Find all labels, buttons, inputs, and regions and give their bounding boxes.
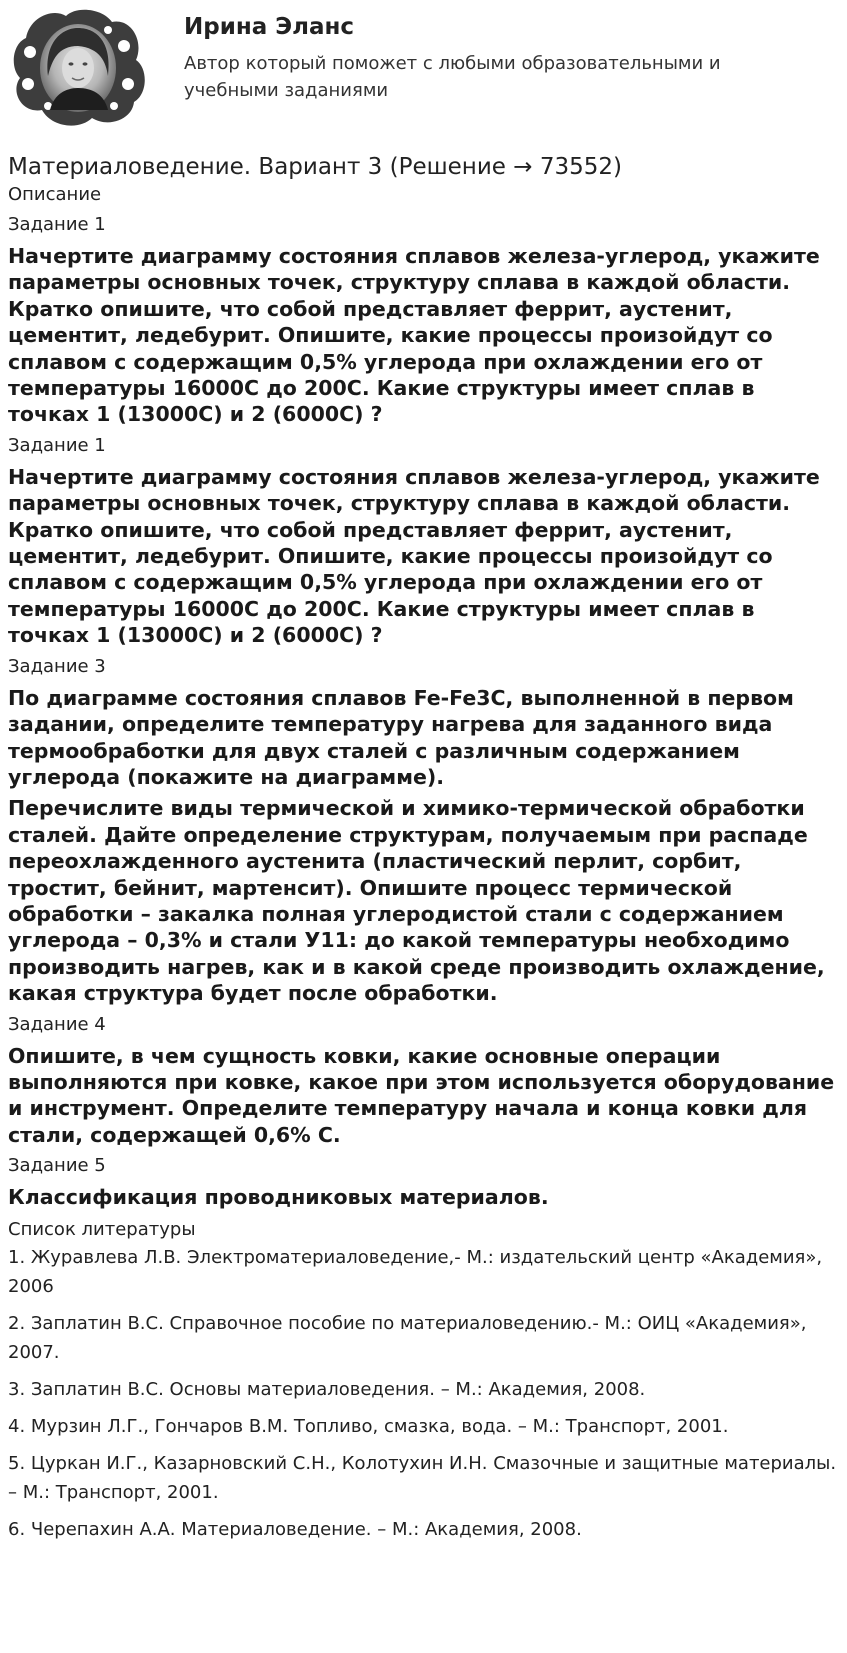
task-label: Задание 4 [8,1013,106,1035]
literature-item: 1. Журавлева Л.В. Электроматериаловедение,- М.: издательский центр «Академия», 2006 [8,1246,823,1297]
task-text: По диаграмме состояния сплавов Fe-Fe3C, выполненной в первом задании, определите температуру нагрева для заданного вида термообработки для двух сталей с различным содержанием углерода (покажите на диаграмме). [8,685,794,789]
task-text: Перечислите виды термической и химико-термической обработки сталей. Дайте определение структурам, получаемым при распаде переохлажденного аустенита (пластический перлит, сорбит, тростит, бейнит, мартенсит). Опишите процесс термической обработки – закалка полная углеродистой стали с содержанием углерода – 0,3% и стали У11: до какой температуры необходимо производить нагрев, как и в какой среде производить охлаждение, какая структура будет после обработки. [8,796,825,1006]
task-text: Начертите диаграмму состояния сплавов железа-углерод, укажите параметры основных точек, структуру сплава в каждой области. Кратко опишите, что собой представляет феррит, аустенит, цементит, ледебурит. Опишите, какие процессы произойдут со сплавом с содержащим 0,5% углерода при охлаждении его от температуры 16000С до 200С. Какие структуры имеет сплав в точках 1 (13000С) и 2 (6000С) ? [8,244,820,427]
task-label: Задание 3 [8,655,106,677]
author-info [184,6,784,104]
literature-item: 6. Черепахин А.А. Материаловедение. – М.: Академия, 2008. [8,1518,582,1540]
task-text: Начертите диаграмму состояния сплавов железа-углерод, укажите параметры основных точек, структуру сплава в каждой области. Кратко опишите, что собой представляет феррит, аустенит, цементит, ледебурит. Опишите, какие процессы произойдут со сплавом с содержащим 0,5% углерода при охлаждении его от температуры 16000С до 200С. Какие структуры имеет сплав в точках 1 (13000С) и 2 (6000С) ? [8,464,820,648]
author-photo-frame [8,6,148,128]
literature-item: 2. Заплатин В.С. Справочное пособие по материаловедению.- М.: ОИЦ «Академия», 2007. [8,1312,807,1363]
task-label: Задание 1 [8,434,106,456]
literature-item: 4. Мурзин Л.Г., Гончаров В.М. Топливо, смазка, вода. – М.: Транспорт, 2001. [8,1415,729,1437]
author-description: Автор который поможет с любыми образовательными и учебными заданиями [184,53,721,101]
description-label: Описание [8,184,102,205]
author-name[interactable]: Ирина Эланс [184,14,355,40]
task-label: Задание 5 [8,1155,106,1177]
literature-title: Список литературы [8,1218,196,1240]
literature-list [8,1243,838,1544]
task-text: Опишите, в чем сущность ковки, какие основные операции выполняются при ковке, какое при этом используется оборудование и инструмент. Определите температуру начала и конца ковки для стали, содержащей 0,6% С. [8,1043,835,1147]
task-label: Задание 1 [8,214,106,235]
literature-item: 3. Заплатин В.С. Основы материаловедения. – М.: Академия, 2008. [8,1378,646,1400]
task-list [8,212,838,1211]
literature-item: 5. Цуркан И.Г., Казарновский С.Н., Колотухин И.Н. Смазочные и защитные материалы. – М.: Транспорт, 2001. [8,1452,837,1503]
author-header [8,6,838,130]
task-text: Классификация проводниковых материалов. [8,1185,549,1210]
page-title: Материаловедение. Вариант 3 (Решение → 73552) [8,154,622,180]
document-page [8,6,838,1552]
